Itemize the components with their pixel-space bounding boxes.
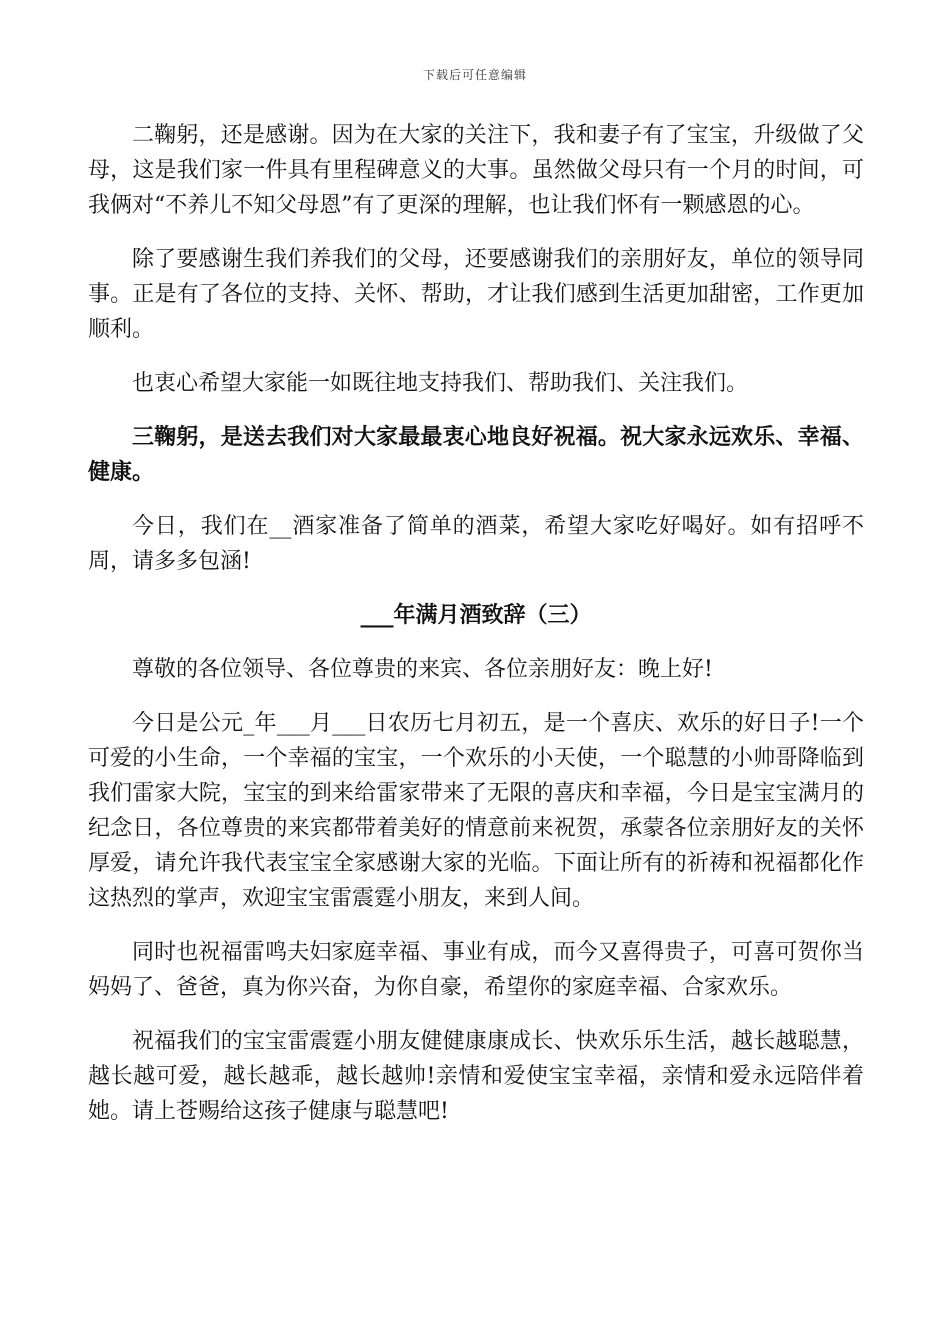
paragraph-thanks-friends: 除了要感谢生我们养我们的父母，还要感谢我们的亲朋好友，单位的领导同事。正是有了各位的支持、关怀、帮助，才让我们感到生活更加甜密，工作更加顺利。 — [88, 247, 864, 342]
paragraph-second-bow: 二鞠躬，还是感谢。因为在大家的关注下，我和妻子有了宝宝，升级做了父母，这是我们家一件具有里程碑意义的大事。虽然做父母只有一个月的时间，可我俩对“不养儿不知父母恩”有了更深的理解，也让我们怀有一颗感恩的心。 — [88, 123, 864, 218]
header-note: 下载后可任意编辑 — [422, 68, 527, 82]
paragraph-blessing-baby: 祝福我们的宝宝雷震霆小朋友健健康康成长、快欢乐乐生活，越长越聪慧，越长越可爱，越长越乖，越长越帅!亲情和爱使宝宝幸福，亲情和爱永远陪伴着她。请上苍赐给这孩子健康与聪慧吧! — [88, 1029, 864, 1124]
paragraph-hope-support: 也衷心希望大家能一如既往地支持我们、帮助我们、关注我们。 — [132, 371, 749, 396]
document-body — [88, 118, 864, 1129]
section-title: ___年满月酒致辞（三） — [360, 602, 592, 628]
paragraph-third-bow: 三鞠躬，是送去我们对大家最最衷心地良好祝福。祝大家永远欢乐、幸福、健康。 — [88, 424, 864, 485]
paragraph-greeting: 尊敬的各位领导、各位尊贵的来宾、各位亲朋好友：晚上好! — [132, 657, 713, 682]
paragraph-banquet-note: 今日，我们在__酒家准备了简单的酒菜，希望大家吃好喝好。如有招呼不周，请多多包涵! — [88, 514, 864, 574]
paragraph-congratulate-parents: 同时也祝福雷鸣夫妇家庭幸福、事业有成，而今又喜得贵子，可喜可贺你当妈妈了、爸爸，真为你兴奋，为你自豪，希望你的家庭幸福、合家欢乐。 — [88, 940, 864, 1000]
paragraph-occasion: 今日是公元_年___月___日农历七月初五，是一个喜庆、欢乐的好日子!一个可爱的小生命，一个幸福的宝宝，一个欢乐的小天使，一个聪慧的小帅哥降临到我们雷家大院，宝宝的到来给雷家带来了无限的喜庆和幸福，今日是宝宝满月的纪念日，各位尊贵的来宾都带着美好的情意前来祝贺，承蒙各位亲朋好友的关怀厚爱，请允许我代表宝宝全家感谢大家的光临。下面让所有的祈祷和祝福都化作这热烈的掌声，欢迎宝宝雷震霆小朋友，来到人间。 — [88, 711, 864, 911]
